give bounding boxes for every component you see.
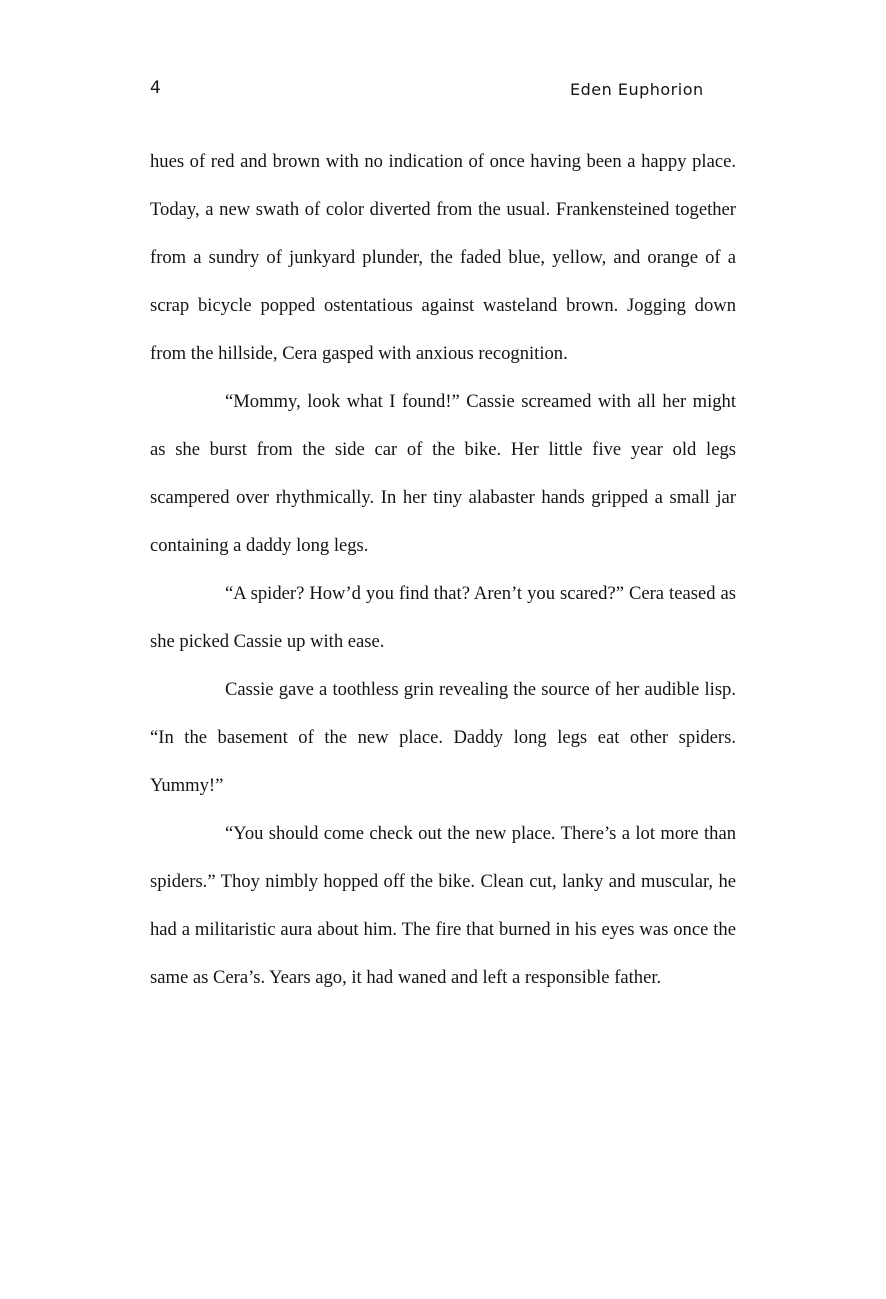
paragraph-1: hues of red and brown with no indication of once having been a happy place. Today, a new swath of color diverted from the usual. Frankensteined together from a sundry of junkyard plunder, the faded blue, yellow, and orange of a scrap bicycle popped ostentatious against wasteland brown. Jogging down from the hillside, Cera gasped with anxious recognition. xyxy=(150,151,736,364)
body-text xyxy=(150,138,736,1002)
paragraph-2: “Mommy, look what I found!” Cassie screamed with all her might as she burst from the side car of the bike. Her little five year old legs scampered over rhythmically. In her tiny alabaster hands gripped a small jar containing a daddy long legs. xyxy=(150,391,736,556)
running-header-title: Eden Euphorion xyxy=(570,80,704,99)
paragraph-5: “You should come check out the new place. There’s a lot more than spiders.” Thoy nimbly hopped off the bike. Clean cut, lanky and muscular, he had a militaristic aura about him. The fire that burned in his eyes was once the same as Cera’s. Years ago, it had waned and left a responsible father. xyxy=(150,823,736,988)
page-number: 4 xyxy=(150,78,162,98)
paragraph-3: “A spider? How’d you find that? Aren’t you scared?” Cera teased as she picked Cassie up with ease. xyxy=(150,583,736,652)
paragraph-4: Cassie gave a toothless grin revealing the source of her audible lisp. “In the basement of the new place. Daddy long legs eat other spiders. Yummy!” xyxy=(150,679,736,796)
